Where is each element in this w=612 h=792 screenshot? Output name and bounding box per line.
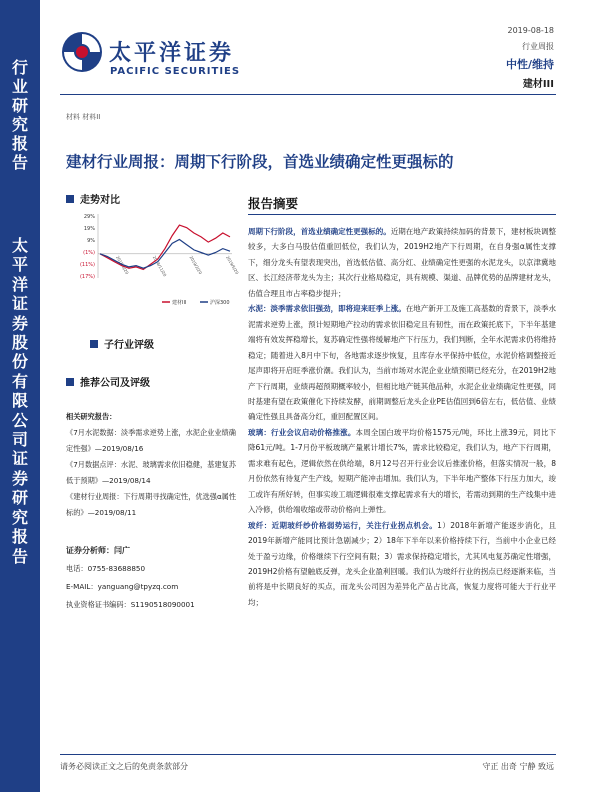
- y-tick-label: (1%): [83, 250, 95, 256]
- report-title: 建材行业周报：周期下行阶段，首选业绩确定性更强标的: [66, 152, 454, 171]
- abstract-paragraph: [248, 301, 556, 425]
- paragraph-text: 在地产新开工及施工高基数的背景下，淡季水泥需求逆势上涨，预计短期地产拉动的需求依旧稳定且有韧性，而在政策托底下，下半年基建端将有效发挥稳增长，复苏确定性强将缓解地产下行压力，我们判断，全年水泥需求仍将维持稳定；随着进入8月中下旬，各地需求逐步恢复，且库存水平保持中低位，水泥价格调整接近尾声即将开启旺季涨价潮。我们认为，当前市场对水泥企业业绩预期已经充分，在2019H2地产下行周期，业绩再超预期概率较小，但相比地产链其他品种，水泥企业业绩确定性更强，同时基建有望在政策催化下持续发酵，前期调整后龙头企业PE估值回到6倍左右，低估值、业绩确定性强且具备高分红，重回配置区间。: [248, 304, 557, 422]
- trend-heading-label: 走势对比: [80, 195, 120, 206]
- paragraph-lead: 周期下行阶段，首选业绩确定性更强标的。: [248, 227, 391, 236]
- x-tick-label: 2019/2/20: [188, 254, 204, 276]
- abstract-paragraph: [248, 425, 556, 518]
- breadcrumb: 材料 材料II: [66, 113, 101, 121]
- analyst-name: 证券分析师：闫广: [66, 546, 130, 555]
- abstract-paragraph: [248, 224, 556, 301]
- square-bullet-icon: [90, 340, 98, 348]
- paragraph-lead: 玻纤：近期玻纤纱价格弱势运行，关注行业拐点机会。: [248, 520, 438, 530]
- abstract-divider: [248, 214, 556, 215]
- paragraph-text: 1）2018年新增产能逐步消化，且2019年新增产能同比预计急剧减少；2）18年下半年以来价格持续下行，当前中小企业已经处于盈亏边缘，价格继续下行空间有限；3）需求保持稳定增长，尤其风电复苏确定性增强，2019H2价格有望触底反弹，龙头企业盈利回暖。我们认为玻纤行业的拐点已经逐渐来临，当前将是中长期良好的买点，而龙头公司因为差异化产品占比高，恢复力度将可能大于行业平均；: [248, 520, 556, 607]
- y-tick-label: 29%: [83, 214, 95, 220]
- analyst-phone: 电话：0755-83688850: [66, 564, 146, 573]
- related-report-link[interactable]: 《7月数据点评：水泥、玻璃需求依旧稳健，基建复苏低于预期》—2019/08/14: [66, 460, 236, 485]
- paragraph-lead: 玻璃：行业会议启动价格推涨。: [248, 427, 356, 437]
- recommend-heading: [66, 374, 150, 389]
- x-tick-label: 2018/11/20: [151, 254, 168, 278]
- industry-rating: 中性/维持: [505, 58, 554, 71]
- sidebar-strip: [0, 0, 40, 792]
- abstract-paragraph: [248, 518, 556, 611]
- paragraph-text: 本周全国白玻平均价格1575元/吨，环比上涨39元，同比下降61元/吨。1-7月份平板玻璃产量累计增长7%，需求比较稳定，我们认为，地产下行周期，需求难有起色，逻辑依然在供给端，8月12号召开行业会议后推涨价格，但落实情况一般，8月份依然有待复产生产线，短期产能冲击增加。我们认为，下半年地产整体下行压力加大，竣工或许有所好转，但事实竣工端逻辑很难支撑起需求有大的增长，若需动到期的生产线集中进入冷修，供给端收缩或带动价格向上弹性。: [248, 427, 557, 515]
- y-tick-label: 19%: [83, 226, 95, 232]
- y-tick-label: (11%): [79, 262, 95, 268]
- related-reports: [66, 409, 238, 521]
- company-name-cn: 太平洋证券: [109, 41, 235, 66]
- y-tick-label: (17%): [79, 274, 95, 280]
- trend-heading: [66, 191, 120, 206]
- analyst-email[interactable]: E-MAIL：yanguang@tpyzq.com: [66, 582, 179, 591]
- square-bullet-icon: [66, 195, 74, 203]
- company-logo-icon: [60, 30, 104, 74]
- recommend-heading-label: 推荐公司及评级: [80, 378, 150, 389]
- footer-divider: [60, 754, 556, 755]
- square-bullet-icon: [66, 378, 74, 386]
- header-divider: [60, 94, 556, 95]
- trend-chart: [62, 210, 238, 310]
- report-type: 行业周报: [522, 42, 554, 51]
- analyst-license: 执业资格证书编码：S1190518090001: [66, 600, 195, 609]
- related-reports-title: 相关研究报告：: [66, 412, 117, 421]
- legend-label: 建材III: [172, 300, 187, 306]
- footer-disclaimer: 请务必阅读正文之后的免责条款部分: [60, 762, 188, 771]
- industry-rating-heading: [90, 336, 154, 351]
- paragraph-lead: 水泥：淡季需求依旧强劲，即将迎来旺季上涨。: [248, 304, 406, 314]
- report-date: 2019-08-18: [507, 26, 554, 35]
- sidebar-company-label: 太 平 洋 证 券 股 份 有 限 公 司 证 券 研 究 报 告: [11, 236, 28, 566]
- paragraph-text: 近期在地产政策持续加码的背景下，建材板块调整较多，大多白马股估值重回低位，我们认为，2019H2地产下行周期，在自身强α属性支撑下，细分龙头有望表现突出，首选低估值、高分红、业绩确定性更强的水泥龙头，以京津冀地区、长江经济带龙头为主；其次行业格局稳定，具有规模、渠道、品牌优势的品牌建材龙头，估值合理且市占率稳步提升；: [248, 227, 557, 298]
- x-tick-label: 2018/8/20: [115, 254, 130, 276]
- analyst-info: [66, 542, 238, 614]
- x-tick-label: 2019/5/20: [225, 254, 240, 276]
- legend-label: 沪深300: [210, 300, 230, 306]
- sidebar-report-category: 行 业 研 究 报 告: [11, 58, 28, 172]
- footer-motto: 守正 出奇 宁静 致远: [482, 762, 554, 771]
- related-report-link[interactable]: 《建材行业周报：下行周期寻找确定性，优选强α属性标的》—2019/08/11: [66, 492, 237, 517]
- sector-name: 建材III: [522, 79, 554, 90]
- company-name-en: PACIFIC SECURITIES: [110, 66, 241, 77]
- abstract-heading: 报告摘要: [248, 196, 299, 211]
- abstract-body: [248, 224, 556, 610]
- y-tick-label: 9%: [87, 238, 95, 244]
- related-report-link[interactable]: 《7月水泥数据：淡季需求逆势上涨，水泥企业业绩确定性强》—2019/08/16: [66, 428, 236, 453]
- industry-rating-heading-label: 子行业评级: [104, 340, 154, 351]
